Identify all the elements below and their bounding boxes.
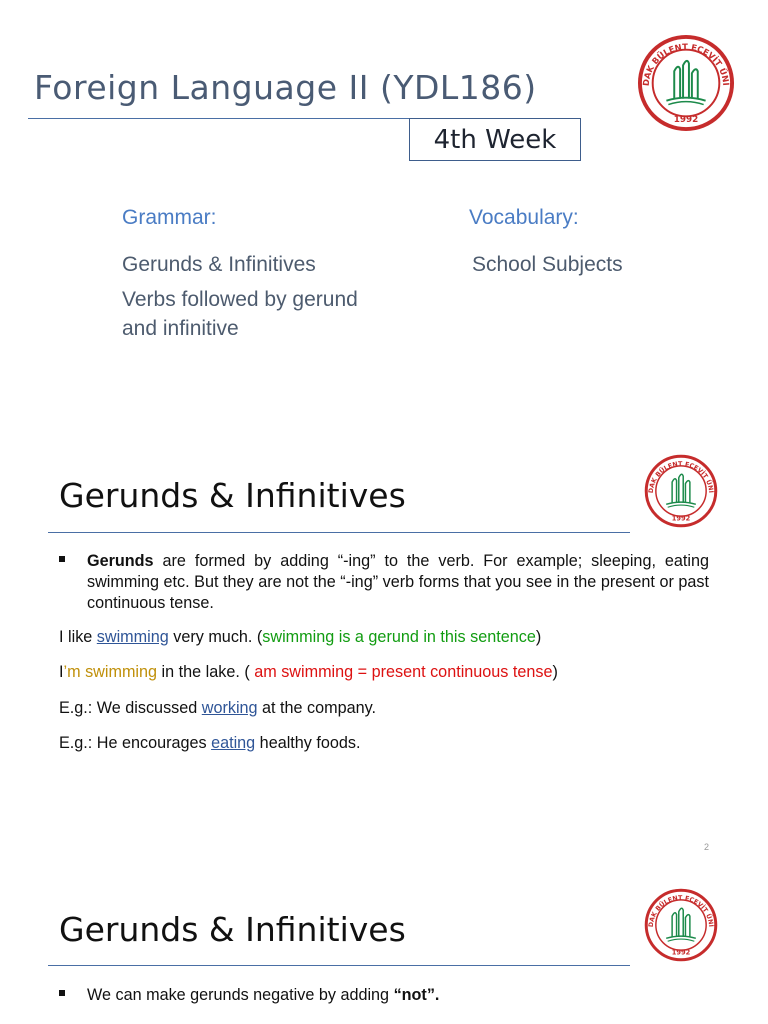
underlined-gerund: eating <box>211 734 256 752</box>
bullet-bold: “not”. <box>393 986 440 1004</box>
bullet-bold: Gerunds <box>87 552 154 570</box>
logo-text: DAK BÜLENT ECEVİT ÜNİ <box>647 460 715 494</box>
university-logo <box>644 888 718 962</box>
example-line-4: E.g.: He encourages eating healthy foods. <box>59 734 361 752</box>
logo-year: 1992 <box>673 115 699 126</box>
grammar-item: and infinitive <box>122 317 239 340</box>
example-line-3: E.g.: We discussed working at the company. <box>59 699 377 717</box>
university-logo <box>637 34 735 132</box>
continuous-verb: ’m swimming <box>63 663 158 681</box>
underlined-gerund: swimming <box>96 628 169 646</box>
continuous-note: am swimming = present continuous tense <box>254 663 553 681</box>
slide-3 <box>0 868 768 1024</box>
slide-3-title: Gerunds & Infinitives <box>59 910 406 949</box>
bullet-text: are formed by adding “-ing” to the verb. For example; sleeping, eating swimming etc. But they are not the “-ing” verb forms that you see in the present or past continuous tense. <box>87 552 709 612</box>
logo-text: DAK BÜLENT ECEVİT ÜNİ <box>640 41 732 87</box>
vocabulary-item: School Subjects <box>472 253 623 276</box>
grammar-item: Gerunds & Infinitives <box>122 253 316 276</box>
week-box: 4th Week <box>409 118 581 161</box>
title-underline <box>28 118 416 119</box>
underlined-gerund: working <box>201 699 258 717</box>
example-line-1: I like swimming very much. (swimming is a gerund in this sentence) <box>59 628 542 646</box>
vocabulary-heading: Vocabulary: <box>469 206 579 229</box>
grammar-item: Verbs followed by gerund <box>122 288 358 311</box>
title-underline <box>48 532 630 533</box>
negative-gerund-bullet: We can make gerunds negative by adding “not”. <box>59 985 709 1006</box>
gerund-bullet <box>59 551 709 614</box>
page-number: 2 <box>704 842 710 852</box>
bullet-icon <box>59 990 65 996</box>
bullet-icon <box>59 556 65 562</box>
slide-2 <box>0 434 768 868</box>
logo-text: DAK BÜLENT ECEVİT ÜNİ <box>647 894 715 928</box>
slide-1 <box>0 0 768 434</box>
slide-1-title: Foreign Language II (YDL186) <box>34 68 537 107</box>
logo-year: 1992 <box>671 948 691 957</box>
example-line-2: I’m swimming in the lake. ( am swimming = present continuous tense) <box>59 663 558 681</box>
university-logo <box>644 454 718 528</box>
logo-year: 1992 <box>671 514 691 523</box>
title-underline <box>48 965 630 966</box>
slide-2-title: Gerunds & Infinitives <box>59 476 406 515</box>
gerund-note: swimming is a gerund in this sentence <box>262 628 536 646</box>
grammar-heading: Grammar: <box>122 206 217 229</box>
